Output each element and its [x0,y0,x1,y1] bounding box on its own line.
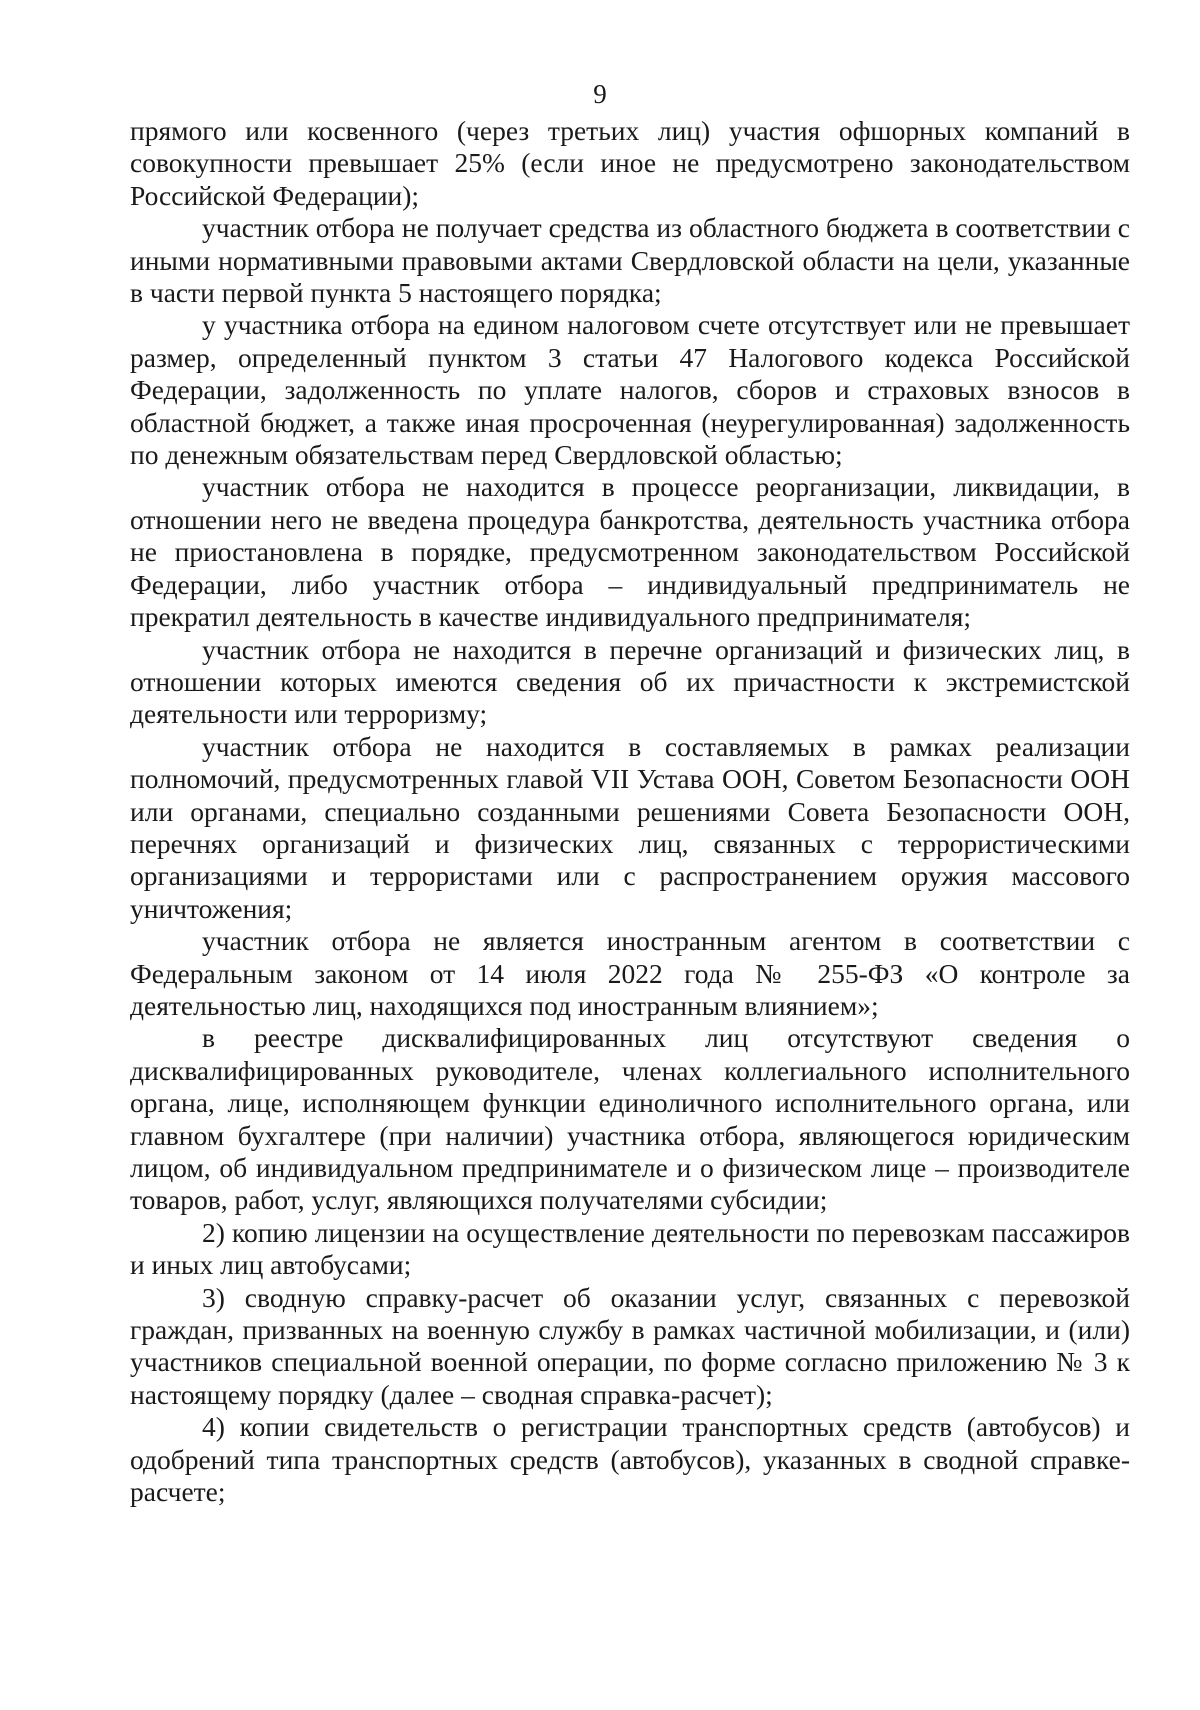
paragraph-item-2-license: 2) копию лицензии на осуществление деятельности по перевозкам пассажиров и иных лиц автобусами; [130,1216,1130,1281]
paragraph-disqualified-persons: в реестре дисквалифицированных лиц отсутствуют сведения о дисквалифицированных руководителе, членах коллегиального исполнительного органа, лице, исполняющем функции единоличного исполнительного органа, или главном бухгалтере (при наличии) участника отбора, являющегося юридическим лицом, об индивидуальном предпринимателе и о физическом лице – производителе товаров, работ, услуг, являющихся получателями субсидии; [130,1022,1130,1216]
paragraph-extremism-list: участник отбора не находится в перечне организаций и физических лиц, в отношении которых имеются сведения об их причастности к экстремистской деятельности или терроризму; [130,633,1130,730]
paragraph-offshore-participation: прямого или косвенного (через третьих лиц) участия офшорных компаний в совокупности превышает 25% (если иное не предусмотрено законодательством Российской Федерации); [130,115,1130,211]
paragraph-reorganization-liquidation: участник отбора не находится в процессе реорганизации, ликвидации, в отношении него не введена процедура банкротства, деятельность участника отбора не приостановлена в порядке, предусмотренном законодательством Российской Федерации, либо участник отбора – индивидуальный предприниматель не прекратил деятельность в качестве индивидуального предпринимателя; [130,471,1130,633]
paragraph-item-3-summary-calculation: 3) сводную справку-расчет об оказании услуг, связанных с перевозкой граждан, призванных на военную службу в рамках частичной мобилизации, и (или) участников специальной военной операции, по форме согласно приложению № 3 к настоящему порядку (далее – сводная справка-расчет); [130,1281,1130,1410]
paragraph-un-sanctions-list: участник отбора не находится в составляемых в рамках реализации полномочий, предусмотренных главой VII Устава ООН, Советом Безопасности ООН или органами, специально созданными решениями Совета Безопасности ООН, перечнях организаций и физических лиц, связанных с террористическими организациями и террористами или с распространением оружия массового уничтожения; [130,730,1130,924]
document-body [130,115,1130,1508]
paragraph-regional-budget-funds: участник отбора не получает средства из областного бюджета в соответствии с иными нормативными правовыми актами Свердловской области на цели, указанные в части первой пункта 5 настоящего порядка; [130,212,1130,309]
paragraph-tax-debt: у участника отбора на едином налоговом счете отсутствует или не превышает размер, определенный пунктом 3 статьи 47 Налогового кодекса Российской Федерации, задолженность по уплате налогов, сборов и страховых взносов в областной бюджет, а также иная просроченная (неурегулированная) задолженность по денежным обязательствам перед Свердловской областью; [130,309,1130,471]
paragraph-foreign-agent: участник отбора не является иностранным агентом в соответствии с Федеральным законом от 14 июля 2022 года № 255-ФЗ «О контроле за деятельностью лиц, находящихся под иностранным влиянием»; [130,925,1130,1021]
page-number: 9 [593,79,607,109]
paragraph-item-4-vehicle-certificates: 4) копии свидетельств о регистрации транспортных средств (автобусов) и одобрений типа транспортных средств (автобусов), указанных в сводной справке-расчете; [130,1411,1130,1508]
